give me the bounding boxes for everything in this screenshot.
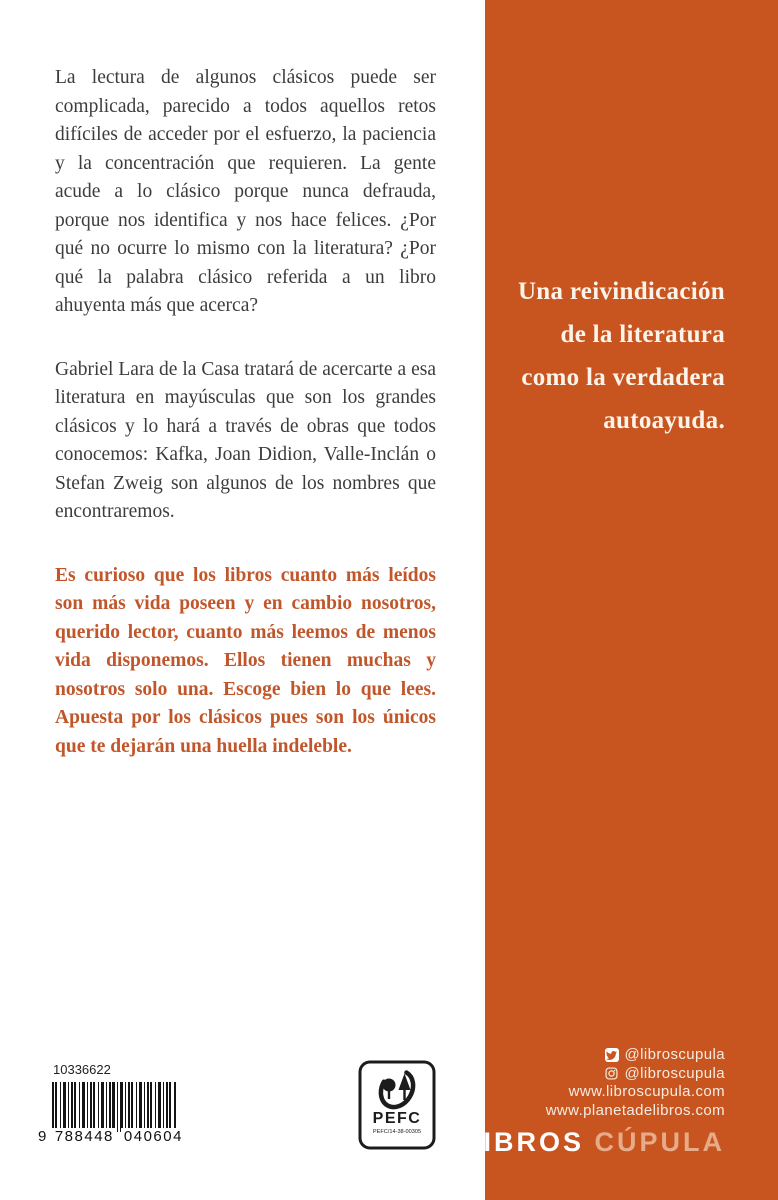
ean-first-digit: 9 — [38, 1128, 48, 1145]
ean-group-1: 788448 — [52, 1128, 117, 1145]
tagline-line-1: Una reivindicación — [517, 278, 725, 305]
blurb-paragraph-2: Gabriel Lara de la Casa tratará de acercarte a esa literatura en mayúsculas que son los grandes clásicos y lo hará a través de obras que todos conocemos: Kafka, Joan Didion, Valle-Inclán o Stefan Zweig son algunos de los nombres que encontraremos. — [55, 358, 436, 522]
instagram-handle: @libroscupula — [624, 1064, 725, 1082]
orange-band — [485, 0, 778, 1200]
tagline-line-3: como la verdadera — [521, 364, 725, 391]
tagline — [497, 270, 725, 442]
publisher-logo-cupula: CÚPULA — [594, 1127, 725, 1157]
ean-group-2: 040604 — [121, 1128, 186, 1145]
tagline-line-4: autoayuda. — [603, 407, 725, 434]
pefc-code: PEFC/14-38-00305 — [372, 1129, 422, 1135]
instagram-line — [464, 1065, 725, 1084]
tagline-line-2: de la literatura — [560, 321, 725, 348]
blurb-paragraph-1: La lectura de algunos clásicos puede ser complicada, parecido a todos aquellos retos difíciles de acceder por el esfuerzo, la paciencia y la concentración que requieren. La gente acude a lo clásico porque nunca defrauda, porque nos identifica y nos hace felices. ¿Por qué no ocurre lo mismo con la literatura? ¿Por qué la palabra clásico referida a un libro ahuyenta más que acerca? — [55, 67, 436, 316]
url-planetadelibros: www.planetadelibros.com — [545, 1101, 725, 1119]
ean-number — [38, 1128, 183, 1145]
blurb-column — [55, 64, 436, 796]
publisher-logo-libros: LIBROS — [463, 1127, 584, 1157]
twitter-line — [464, 1046, 725, 1065]
blurb-paragraph-3: Es curioso que los libros cuanto más leídos son más vida poseen y en cambio nosotros, querido lector, cuanto más leemos de menos vida disponemos. Ellos tienen muchas y nosotros solo una. Escoge bien lo que lees. Apuesta por los clásicos pues son los únicos que te dejarán una huella indeleble. — [55, 564, 436, 757]
band-footer — [464, 1046, 725, 1158]
twitter-handle: @libroscupula — [624, 1046, 725, 1063]
url-libroscupula: www.libroscupula.com — [568, 1083, 725, 1100]
pefc-logo — [358, 1060, 436, 1150]
pefc-label: PEFC — [372, 1110, 422, 1127]
publisher-logo — [464, 1127, 725, 1158]
instagram-icon — [605, 1067, 619, 1081]
ean-barcode — [38, 1082, 183, 1150]
twitter-icon — [605, 1048, 619, 1062]
product-number: 10336622 — [53, 1062, 111, 1077]
